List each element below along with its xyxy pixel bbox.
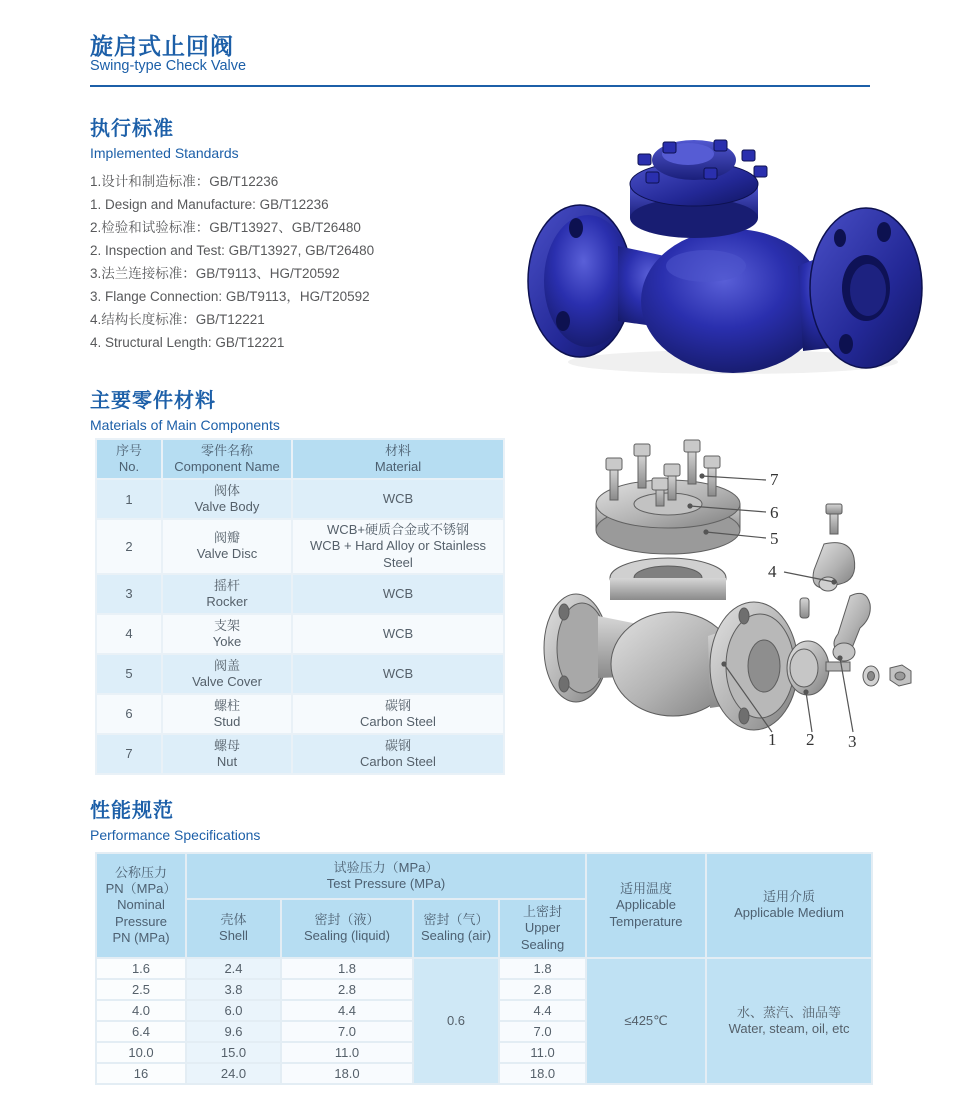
cell-line-zh: WCB xyxy=(382,490,414,506)
col-label-zh: 适用介质 xyxy=(763,889,816,905)
standards-heading-zh: 执行标准 xyxy=(90,118,174,140)
col-label-en: Applicable Temperature xyxy=(609,897,683,929)
cell-material xyxy=(293,735,503,773)
table-row xyxy=(97,735,503,773)
cell-line-en: Valve Body xyxy=(194,499,260,514)
materials-col-no xyxy=(97,440,161,478)
cell-line-zh: 阀体 xyxy=(213,482,240,498)
cell-line-zh: 螺柱 xyxy=(213,697,240,713)
callout-5: 5 xyxy=(770,529,779,548)
cell-line-zh: WCB xyxy=(382,665,414,681)
cell-upper-sealing: 1.8 xyxy=(500,959,585,978)
perf-col-temperature xyxy=(587,854,705,957)
callout-3: 3 xyxy=(848,732,857,751)
callout-7: 7 xyxy=(770,470,779,489)
cell-no: 5 xyxy=(97,655,161,693)
perf-col-pn xyxy=(97,854,185,957)
cell-line-en: Nut xyxy=(216,753,238,769)
cell-component-name xyxy=(163,655,291,693)
col-label-zh: PN（MPa） xyxy=(105,881,177,896)
cell-sealing-air: 0.6 xyxy=(414,959,498,1083)
col-label-zh: 序号 xyxy=(115,442,142,458)
col-label-en: Applicable Medium xyxy=(734,905,844,921)
cell-line-en: Water, steam, oil, etc xyxy=(728,1020,850,1036)
cell-shell: 15.0 xyxy=(187,1043,280,1062)
cell-line-en: Valve Cover xyxy=(192,673,262,689)
cell-upper-sealing: 18.0 xyxy=(500,1064,585,1083)
table-row xyxy=(97,480,503,518)
col-label-zh: 壳体 xyxy=(220,912,247,928)
cell-sealing-liquid: 2.8 xyxy=(282,980,412,999)
cell-line-zh: WCB+硬质合金或不锈钢 xyxy=(327,522,469,537)
cell-sealing-liquid: 18.0 xyxy=(282,1064,412,1083)
performance-table xyxy=(95,852,873,1085)
standards-list-item: 2. Inspection and Test: GB/T13927, GB/T26480 xyxy=(90,243,375,258)
cell-line-en: Carbon Steel xyxy=(360,713,436,729)
standards-section-heading xyxy=(90,112,239,161)
col-label-en: Sealing (liquid) xyxy=(304,928,390,944)
cell-component-name xyxy=(163,735,291,773)
cell-sealing-liquid: 7.0 xyxy=(282,1022,412,1041)
cell-no: 7 xyxy=(97,735,161,773)
cell-upper-sealing: 11.0 xyxy=(500,1043,585,1062)
performance-table-body xyxy=(97,959,871,1083)
materials-table-body xyxy=(97,480,503,773)
cell-line-en: WCB + Hard Alloy or Stainless Steel xyxy=(310,538,486,570)
cell-pn: 2.5 xyxy=(97,980,185,999)
cell-sealing-liquid: 1.8 xyxy=(282,959,412,978)
cell-component-name xyxy=(163,615,291,653)
standards-list-item: 4. Structural Length: GB/T12221 xyxy=(90,335,285,350)
cell-temperature: ≤425℃ xyxy=(587,959,705,1083)
table-row xyxy=(97,959,871,978)
standards-list-item: 3. Flange Connection: GB/T9113，HG/T20592 xyxy=(90,289,370,304)
cell-shell: 9.6 xyxy=(187,1022,280,1041)
col-label-en: PN (MPa) xyxy=(112,929,170,945)
standards-list xyxy=(90,170,374,354)
perf-col-medium xyxy=(707,854,871,957)
cell-shell: 6.0 xyxy=(187,1001,280,1020)
cell-line-zh: 支架 xyxy=(213,617,240,633)
standards-list-item: 2.检验和试验标准：GB/T13927、GB/T26480 xyxy=(90,220,361,235)
cell-line-en: Carbon Steel xyxy=(360,753,436,769)
col-label-en: Component Name xyxy=(174,459,280,474)
cell-line-zh: WCB xyxy=(382,625,414,641)
cell-pn: 6.4 xyxy=(97,1022,185,1041)
table-row xyxy=(97,695,503,733)
col-label-en: Material xyxy=(374,459,422,474)
table-row xyxy=(97,615,503,653)
cell-line-zh: 摇杆 xyxy=(213,577,240,593)
cell-line-zh: 阀盖 xyxy=(213,657,240,673)
cell-line-zh: 螺母 xyxy=(213,737,240,753)
callout-4: 4 xyxy=(768,562,777,581)
callout-6: 6 xyxy=(770,503,779,522)
col-label-zh: 适用温度 xyxy=(620,881,673,896)
standards-list-item: 4.结构长度标准：GB/T12221 xyxy=(90,312,265,327)
table-row xyxy=(97,575,503,613)
cell-pn: 10.0 xyxy=(97,1043,185,1062)
cell-no: 6 xyxy=(97,695,161,733)
page-subtitle: Swing-type Check Valve xyxy=(90,58,247,74)
col-label-zh: 上密封 xyxy=(523,904,563,919)
perf-col-shell xyxy=(187,900,280,957)
col-label-zh: 密封（液） xyxy=(314,912,380,928)
table-row xyxy=(97,655,503,693)
col-label-en: Shell xyxy=(219,928,248,944)
cell-upper-sealing: 4.4 xyxy=(500,1001,585,1020)
cell-material xyxy=(293,695,503,733)
cell-line-en: Rocker xyxy=(206,593,248,609)
cell-component-name xyxy=(163,695,291,733)
cell-pn: 16 xyxy=(97,1064,185,1083)
standards-heading-en: Implemented Standards xyxy=(90,145,239,161)
col-label-zh: 公称压力 xyxy=(114,864,167,880)
col-label-en: Test Pressure (MPa) xyxy=(326,876,446,891)
cell-no: 2 xyxy=(97,520,161,573)
cell-sealing-liquid: 11.0 xyxy=(282,1043,412,1062)
cell-component-name xyxy=(163,520,291,573)
col-label-en: Sealing (air) xyxy=(420,928,492,944)
title-rule xyxy=(90,85,870,87)
cell-pn: 4.0 xyxy=(97,1001,185,1020)
cell-component-name xyxy=(163,480,291,518)
cell-line-zh: 阀瓣 xyxy=(213,530,240,546)
standards-list-item: 3.法兰连接标准：GB/T9113、HG/T20592 xyxy=(90,266,340,281)
col-label-zh: 密封（气） xyxy=(423,912,489,928)
materials-col-material xyxy=(293,440,503,478)
materials-table xyxy=(95,438,505,775)
cell-no: 3 xyxy=(97,575,161,613)
perf-col-test-pressure xyxy=(187,854,585,898)
col-label-en: Upper Sealing xyxy=(520,920,565,952)
cell-line-zh: WCB xyxy=(382,585,414,601)
cell-upper-sealing: 7.0 xyxy=(500,1022,585,1041)
callout-1: 1 xyxy=(768,730,777,749)
cell-material xyxy=(293,575,503,613)
cell-line-en: Yoke xyxy=(212,633,242,649)
cell-shell: 24.0 xyxy=(187,1064,280,1083)
table-row xyxy=(97,520,503,573)
cell-material xyxy=(293,480,503,518)
performance-section-heading xyxy=(90,794,260,843)
col-label-zh: 材料 xyxy=(384,442,411,458)
cell-upper-sealing: 2.8 xyxy=(500,980,585,999)
cell-material xyxy=(293,655,503,693)
cell-material xyxy=(293,520,503,573)
materials-col-name xyxy=(163,440,291,478)
cell-sealing-liquid: 4.4 xyxy=(282,1001,412,1020)
cell-component-name xyxy=(163,575,291,613)
callout-2: 2 xyxy=(806,730,815,749)
standards-list-item: 1.设计和制造标准：GB/T12236 xyxy=(90,174,279,189)
col-label-en: Nominal Pressure xyxy=(114,897,168,929)
perf-col-upper-sealing xyxy=(500,900,585,957)
performance-heading-zh: 性能规范 xyxy=(90,800,174,822)
cell-line-zh: 水、蒸汽、油品等 xyxy=(737,1004,842,1020)
cell-no: 4 xyxy=(97,615,161,653)
cell-line-zh: 碳钢 xyxy=(384,697,411,713)
exploded-diagram xyxy=(538,426,960,774)
valve-photo xyxy=(518,116,946,382)
cell-line-zh: 碳钢 xyxy=(384,737,411,753)
cell-shell: 3.8 xyxy=(187,980,280,999)
perf-col-sealing-liquid xyxy=(282,900,412,957)
performance-heading-en: Performance Specifications xyxy=(90,827,261,843)
materials-header-row xyxy=(97,440,503,478)
page-title: 旋启式止回阀 xyxy=(90,33,234,59)
cell-material xyxy=(293,615,503,653)
cell-shell: 2.4 xyxy=(187,959,280,978)
perf-header-row-1 xyxy=(97,854,871,898)
cell-pn: 1.6 xyxy=(97,959,185,978)
materials-heading-en: Materials of Main Components xyxy=(90,417,280,433)
col-label-zh: 试验压力（MPa） xyxy=(333,859,439,875)
standards-list-item: 1. Design and Manufacture: GB/T12236 xyxy=(90,197,329,212)
cell-line-en: Stud xyxy=(213,713,241,729)
col-label-zh: 零件名称 xyxy=(200,442,253,458)
col-label-en: No. xyxy=(118,459,140,474)
materials-heading-zh: 主要零件材料 xyxy=(90,390,216,412)
cell-no: 1 xyxy=(97,480,161,518)
perf-col-sealing-air xyxy=(414,900,498,957)
cell-medium xyxy=(707,959,871,1083)
materials-section-heading xyxy=(90,384,280,433)
cell-line-en: Valve Disc xyxy=(196,546,258,562)
